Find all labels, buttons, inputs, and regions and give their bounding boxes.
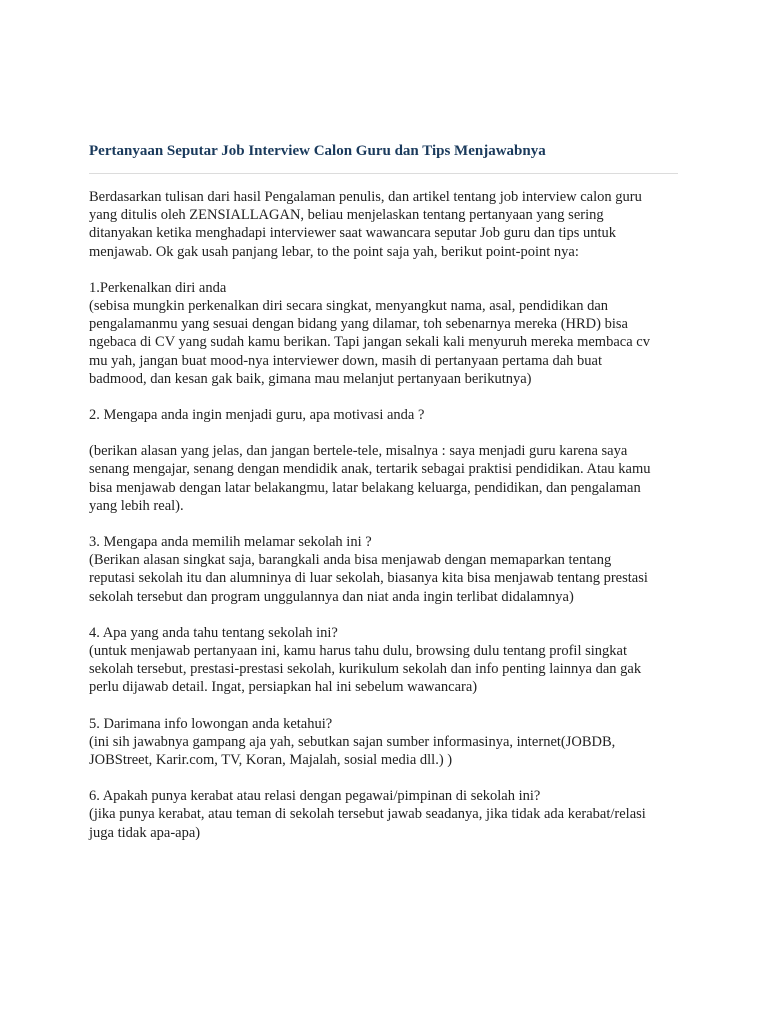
article-paragraph [89,279,689,388]
paragraph-line: 6. Apakah punya kerabat atau relasi dengan pegawai/pimpinan di sekolah ini? [89,788,541,805]
article-paragraph [89,624,689,697]
article-body [89,188,689,842]
article-paragraph [89,442,689,515]
paragraph-line: ngebaca di CV yang sudah kamu berikan. Tapi jangan sekali kali menyuruh mereka membaca cv [89,334,650,351]
paragraph-line: (untuk menjawab pertanyaan ini, kamu harus tahu dulu, browsing dulu tentang profil singkat [89,643,627,660]
paragraph-line: ditanyakan ketika menghadapi interviewer saat wawancara seputar Job guru dan tips untuk [89,225,617,242]
paragraph-line: (Berikan alasan singkat saja, barangkali anda bisa menjawab dengan memaparkan tentang [89,552,612,569]
paragraph-line: (berikan alasan yang jelas, dan jangan bertele-tele, misalnya : saya menjadi guru karena saya [89,443,628,460]
article-paragraph [89,188,689,261]
paragraph-line: badmood, dan kesan gak baik, gimana mau melanjut pertanyaan berikutnya) [89,370,532,387]
paragraph-line: 5. Darimana info lowongan anda ketahui? [89,715,333,732]
paragraph-line: (jika punya kerabat, atau teman di sekolah tersebut jawab seadanya, jika tidak ada kerabat/relasi [89,806,646,823]
paragraph-line: perlu dijawab detail. Ingat, persiapkan hal ini sebelum wawancara) [89,679,478,696]
paragraph-line: (sebisa mungkin perkenalkan diri secara singkat, menyangkut nama, asal, pendidikan dan [89,298,609,315]
paragraph-line: sekolah tersebut dan program unggulannya dan niat anda ingin terlibat didalamnya) [89,588,574,605]
paragraph-line: 3. Mengapa anda memilih melamar sekolah ini ? [89,534,372,551]
paragraph-line: sekolah tersebut, prestasi-prestasi sekolah, kurikulum sekolah dan info penting lainnya dan gak [89,661,642,678]
paragraph-line: yang lebih real). [89,497,184,514]
paragraph-line: (ini sih jawabnya gampang aja yah, sebutkan sajan sumber informasinya, internet(JOBDB, [89,733,616,750]
article-paragraph [89,533,689,606]
paragraph-line: 2. Mengapa anda ingin menjadi guru, apa motivasi anda ? [89,407,425,424]
article-paragraph [89,406,689,424]
paragraph-line: reputasi sekolah itu dan alumninya di luar sekolah, biasanya kita bisa menjawab tentang prestasi [89,570,648,587]
paragraph-line: yang ditulis oleh ZENSIALLAGAN, beliau menjelaskan tentang pertanyaan yang sering [89,207,604,224]
title-divider [89,173,678,174]
paragraph-line: mu yah, jangan buat mood-nya interviewer down, masih di pertanyaan pertama dah buat [89,352,602,369]
paragraph-line: JOBStreet, Karir.com, TV, Koran, Majalah, sosial media dll.) ) [89,752,453,769]
paragraph-line: 1.Perkenalkan diri anda [89,279,227,296]
article-paragraph [89,787,689,842]
paragraph-line: menjawab. Ok gak usah panjang lebar, to the point saja yah, berikut point-point nya: [89,243,579,260]
paragraph-line: Berdasarkan tulisan dari hasil Pengalaman penulis, dan artikel tentang job interview calon guru [89,189,642,205]
article-paragraph [89,715,689,770]
document-page [89,141,689,860]
paragraph-line: 4. Apa yang anda tahu tentang sekolah ini? [89,624,338,641]
paragraph-line: senang mengajar, senang dengan mendidik anak, tertarik sebagai praktisi pendidikan. Atau kamu [89,461,651,478]
article-title: Pertanyaan Seputar Job Interview Calon Guru dan Tips Menjawabnya [89,143,546,159]
paragraph-line: pengalamanmu yang sesuai dengan bidang yang dilamar, toh sebenarnya mereka (HRD) bisa [89,316,628,333]
paragraph-line: juga tidak apa-apa) [89,824,201,841]
paragraph-line: bisa menjawab dengan latar belakangmu, latar belakang keluarga, pendidikan, dan pengalaman [89,479,641,496]
